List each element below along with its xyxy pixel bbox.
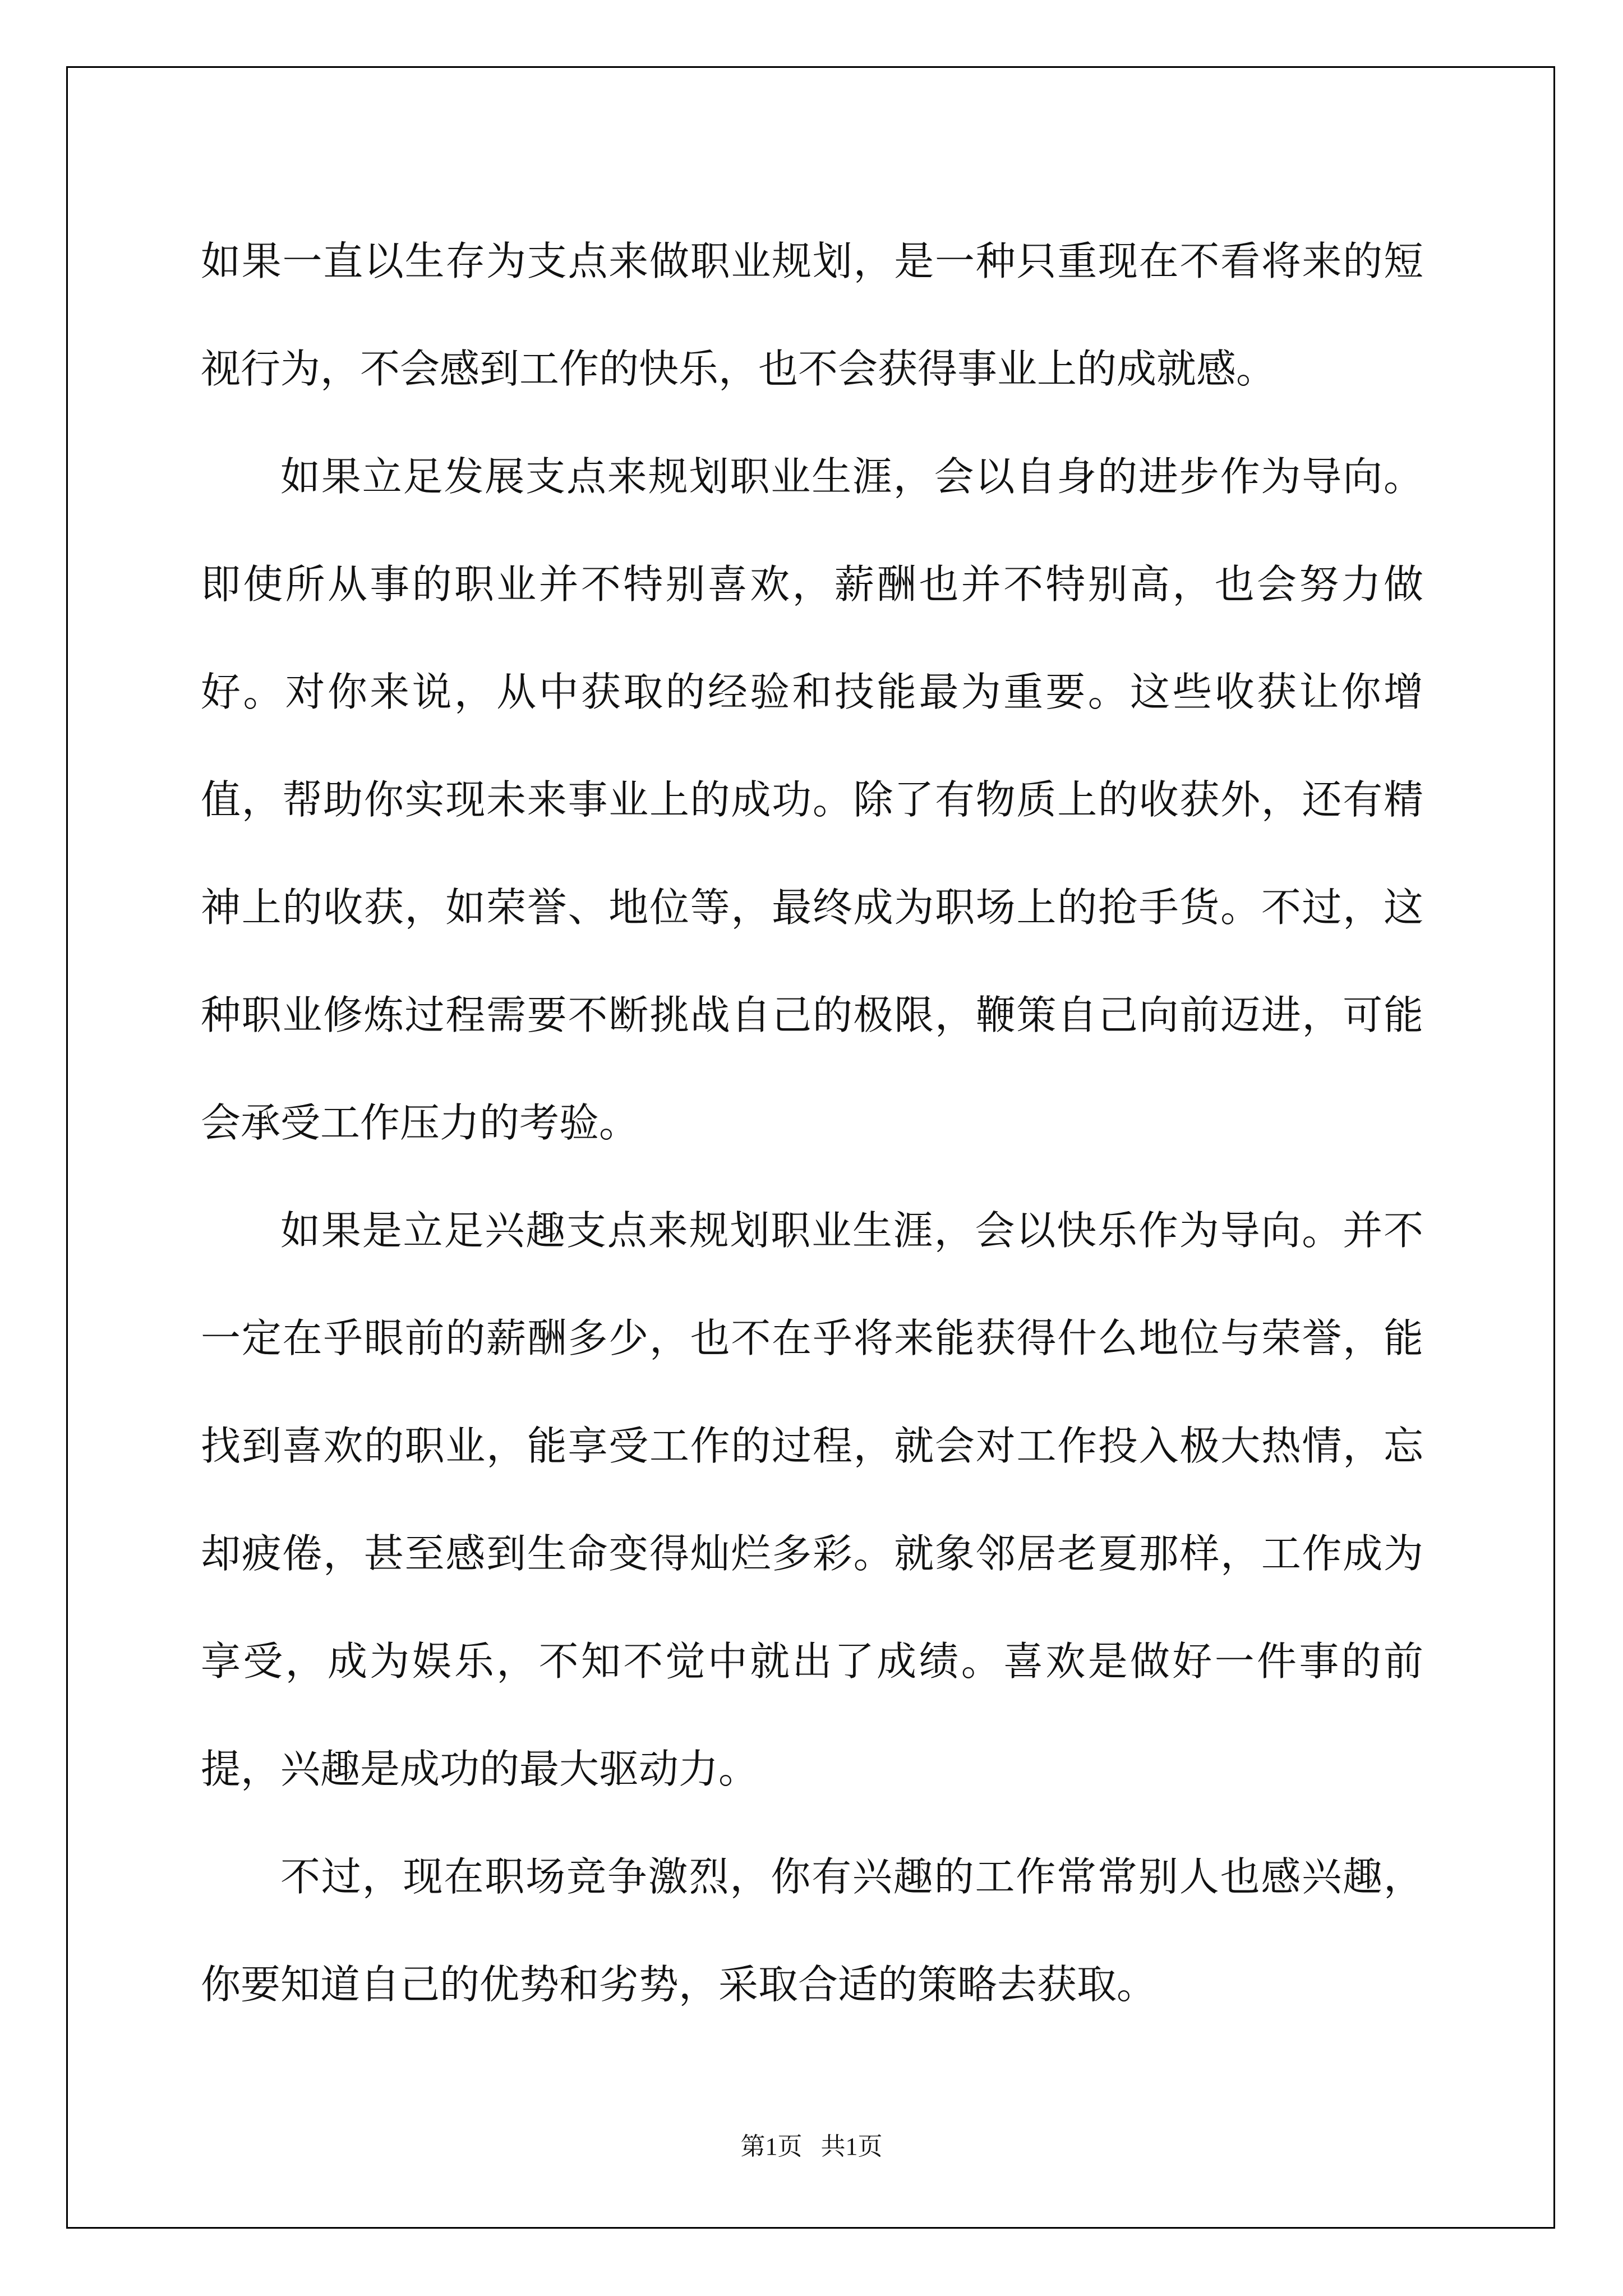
paragraph-2: 如果立足发展支点来规划职业生涯，会以自身的进步作为导向。即使所从事的职业并不特别喜欢，薪酬也并不特别高，也会努力做好。对你来说，从中获取的经验和技能最为重要。这些收获让你增值，帮助你实现未来事业上的成功。除了有物质上的收获外，还有精神上的收获，如荣誉、地位等，最终成为职场上的抢手货。不过，这种职业修炼过程需要不断挑战自己的极限，鞭策自己向前迈进，可能会承受工作压力的考验。 bbox=[201, 453, 1423, 1146]
page-number-footer: 第1页 共1页 bbox=[740, 2133, 883, 2160]
paragraph-4: 不过，现在职场竞争激烈，你有兴趣的工作常常别人也感兴趣，你要知道自己的优势和劣势，采取合适的策略去获取。 bbox=[201, 1853, 1423, 2008]
paragraph-1: 如果一直以生存为支点来做职业规划，是一种只重现在不看将来的短视行为，不会感到工作的快乐，也不会获得事业上的成就感。 bbox=[201, 238, 1423, 392]
document-body bbox=[201, 208, 1423, 2039]
paragraph-3: 如果是立足兴趣支点来规划职业生涯，会以快乐作为导向。并不一定在乎眼前的薪酬多少，也不在乎将来能获得什么地位与荣誉，能找到喜欢的职业，能享受工作的过程，就会对工作投入极大热情，忘却疲倦，甚至感到生命变得灿烂多彩。就象邻居老夏那样，工作成为享受，成为娱乐，不知不觉中就出了成绩。喜欢是做好一件事的前提，兴趣是成功的最大驱动力。 bbox=[201, 1207, 1423, 1792]
